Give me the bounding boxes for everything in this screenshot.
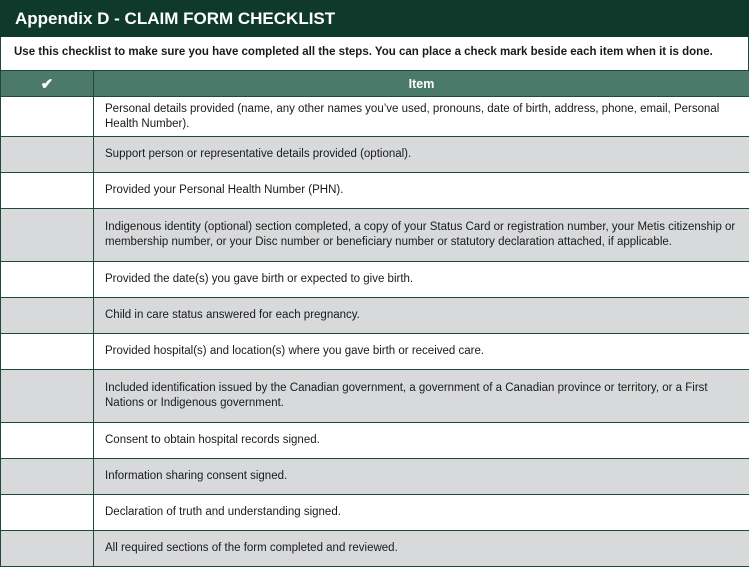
item-text: Provided hospital(s) and location(s) where you gave birth or received care. <box>94 334 749 370</box>
checklist-table <box>0 70 749 567</box>
item-text: Personal details provided (name, any other names you’ve used, pronouns, date of birth, address, phone, email, Personal Health Number). <box>94 97 749 137</box>
checkbox-cell[interactable] <box>1 370 94 423</box>
table-row <box>1 137 749 173</box>
table-row <box>1 495 749 531</box>
item-text: Child in care status answered for each pregnancy. <box>94 298 749 334</box>
table-row <box>1 173 749 209</box>
checklist-rows <box>1 97 749 567</box>
item-text: Declaration of truth and understanding signed. <box>94 495 749 531</box>
checkbox-cell[interactable] <box>1 531 94 567</box>
table-row <box>1 97 749 137</box>
item-text: Provided the date(s) you gave birth or expected to give birth. <box>94 262 749 298</box>
item-text: Indigenous identity (optional) section completed, a copy of your Status Card or registration number, your Metis citizenship or membership number, or your Disc number or beneficiary number or statutory declaration attached, if applicable. <box>94 209 749 262</box>
item-text: All required sections of the form completed and reviewed. <box>94 531 749 567</box>
table-row <box>1 423 749 459</box>
checkbox-cell[interactable] <box>1 334 94 370</box>
item-text: Provided your Personal Health Number (PHN). <box>94 173 749 209</box>
item-text: Consent to obtain hospital records signed. <box>94 423 749 459</box>
checkbox-cell[interactable] <box>1 423 94 459</box>
table-row <box>1 298 749 334</box>
checkbox-cell[interactable] <box>1 298 94 334</box>
checkbox-cell[interactable] <box>1 262 94 298</box>
checkbox-cell[interactable] <box>1 137 94 173</box>
table-row <box>1 531 749 567</box>
table-row <box>1 370 749 423</box>
checkbox-cell[interactable] <box>1 495 94 531</box>
table-row <box>1 209 749 262</box>
item-column-header: Item <box>94 71 749 97</box>
page-title: Appendix D - CLAIM FORM CHECKLIST <box>0 0 749 37</box>
checkbox-cell[interactable] <box>1 173 94 209</box>
table-row <box>1 459 749 495</box>
table-row <box>1 334 749 370</box>
checkbox-cell[interactable] <box>1 459 94 495</box>
checkbox-cell[interactable] <box>1 209 94 262</box>
table-row <box>1 262 749 298</box>
table-header-row <box>1 71 749 97</box>
instructions-text: Use this checklist to make sure you have completed all the steps. You can place a check mark beside each item when it is done. <box>0 37 749 70</box>
item-text: Included identification issued by the Canadian government, a government of a Canadian province or territory, or a First Nations or Indigenous government. <box>94 370 749 423</box>
item-text: Support person or representative details provided (optional). <box>94 137 749 173</box>
item-text: Information sharing consent signed. <box>94 459 749 495</box>
check-column-header: ✔ <box>1 71 94 97</box>
checkbox-cell[interactable] <box>1 97 94 137</box>
